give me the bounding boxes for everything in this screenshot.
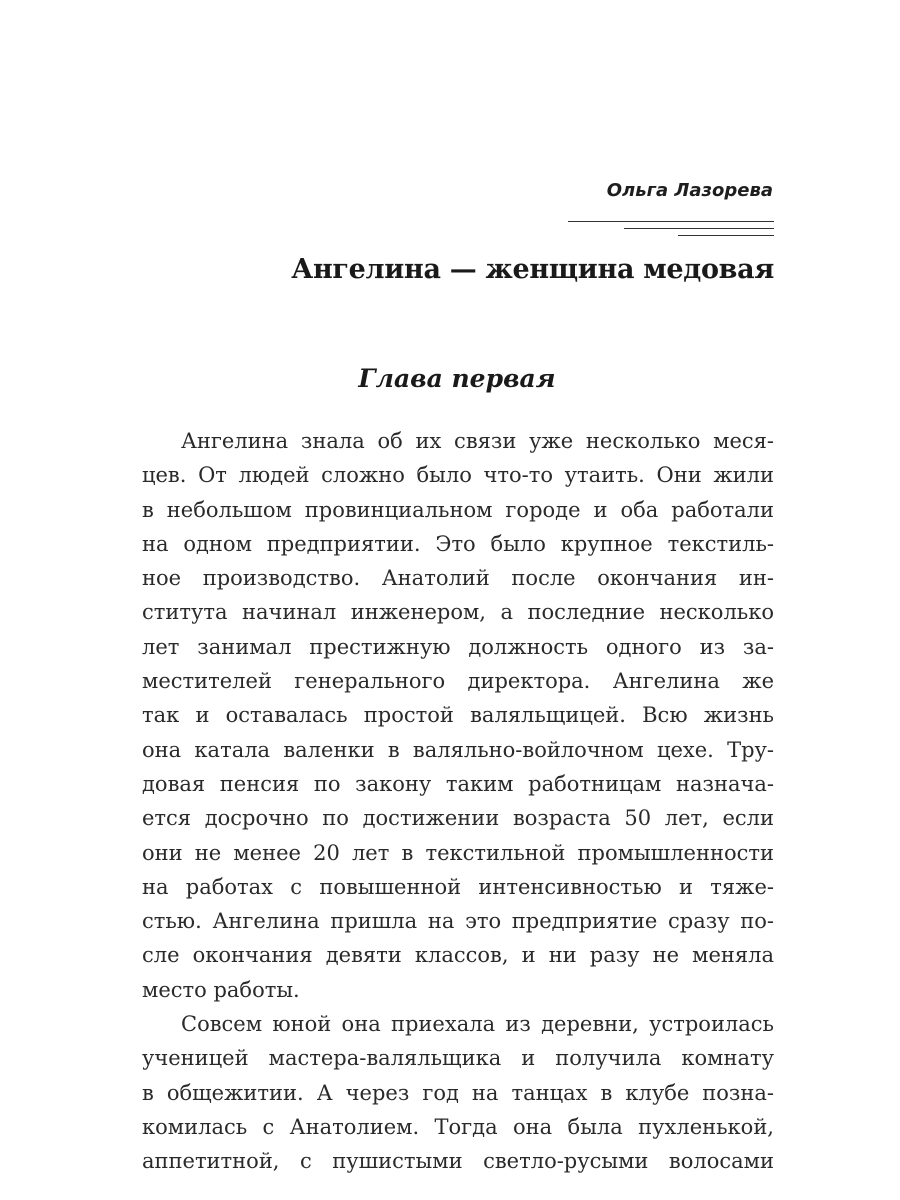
text-line: цев. От людей сложно было что-то утаить. Они жили [142, 463, 774, 488]
text-line: довая пенсия по закону таким работницам назнача- [142, 771, 774, 796]
text-line: в небольшом провинциальном городе и оба работали [142, 497, 774, 522]
text-line: на работах с повышенной интенсивностью и тяже- [142, 874, 774, 899]
chapter-heading: Глава первая [358, 364, 556, 393]
decorative-rules [568, 221, 774, 241]
rule-line-middle [624, 228, 774, 229]
text-line: ученицей мастера-валяльщика и получила комнату [142, 1046, 774, 1071]
text-line: ститута начинал инженером, а последние несколько [142, 600, 774, 625]
text-line: ное производство. Анатолий после окончания ин- [142, 566, 774, 591]
text-line: она катала валенки в валяльно-войлочном цехе. Тру- [142, 737, 774, 762]
text-line: Совсем юной она приехала из деревни, устроилась [181, 1012, 774, 1037]
text-line: сле окончания девяти классов, и ни разу не меняла [142, 943, 774, 968]
text-line: аппетитной, с пушистыми светло-русыми волосами [142, 1149, 774, 1174]
text-line: на одном предприятии. Это было крупное текстиль- [142, 531, 774, 556]
author-name: Ольга Лазорева [606, 180, 773, 201]
text-line: стью. Ангелина пришла на это предприятие сразу по- [142, 909, 774, 934]
text-line: комилась с Анатолием. Тогда она была пухленькой, [142, 1114, 774, 1139]
rule-line-top [568, 221, 774, 222]
text-line: лет занимал престижную должность одного из за- [142, 634, 774, 659]
text-line: место работы. [142, 977, 300, 1002]
text-line: местителей генерального директора. Ангелина же [142, 669, 774, 694]
text-line: они не менее 20 лет в текстильной промышленности [142, 840, 774, 865]
text-line: в общежитии. А через год на танцах в клубе позна- [142, 1080, 774, 1105]
text-line: так и оставалась простой валяльщицей. Всю жизнь [142, 703, 774, 728]
body-text [142, 424, 774, 1179]
rule-line-bottom [678, 235, 774, 236]
text-line: Ангелина знала об их связи уже несколько меся- [181, 429, 774, 453]
book-title: Ангелина — женщина медовая [291, 254, 774, 285]
text-line: ется досрочно по достижении возраста 50 лет, если [142, 806, 774, 831]
